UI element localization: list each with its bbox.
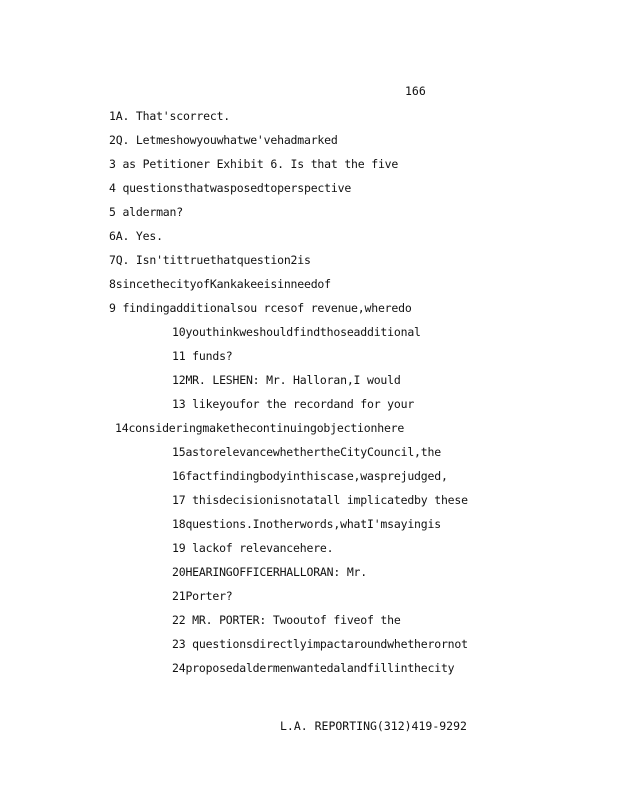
transcript-line-2: 2Q. Letmeshowyouwhatwe'vehadmarked xyxy=(109,133,338,147)
transcript-line-22: 22 MR. PORTER: Twooutof fiveof the xyxy=(172,613,401,627)
transcript-line-18: 18questions.Inotherwords,whatI'msayingis xyxy=(172,517,441,531)
page-number: 166 xyxy=(405,84,426,98)
transcript-line-8: 8sincethecityofKankakeeisinneedof xyxy=(109,277,331,291)
transcript-line-10: 10youthinkweshouldfindthoseadditional xyxy=(172,325,421,339)
transcript-line-13: 13 likeyoufor the recordand for your xyxy=(172,397,415,411)
transcript-line-1: 1A. That'scorrect. xyxy=(109,109,231,123)
transcript-line-12: 12MR. LESHEN: Mr. Halloran,I would xyxy=(172,373,401,387)
reporter-footer: L.A. REPORTING(312)419-9292 xyxy=(280,719,467,733)
transcript-line-21: 21Porter? xyxy=(172,589,233,603)
transcript-line-15: 15astorelevancewhethertheCityCouncil,the xyxy=(172,445,441,459)
transcript-line-6: 6A. Yes. xyxy=(109,229,163,243)
transcript-line-9: 9 findingadditionalsou rcesof revenue,wheredo xyxy=(109,301,412,315)
transcript-line-19: 19 lackof relevancehere. xyxy=(172,541,334,555)
transcript-line-23: 23 questionsdirectlyimpactaroundwhetherornot xyxy=(172,637,468,651)
transcript-line-5: 5 alderman? xyxy=(109,205,183,219)
transcript-line-14: 14consideringmakethecontinuingobjectionhere xyxy=(115,421,405,435)
transcript-line-4: 4 questionsthatwasposedtoperspective xyxy=(109,181,352,195)
transcript-line-20: 20HEARINGOFFICERHALLORAN: Mr. xyxy=(172,565,367,579)
transcript-line-3: 3 as Petitioner Exhibit 6. Is that the five xyxy=(109,157,399,171)
transcript-line-17: 17 thisdecisionisnotatall implicatedby these xyxy=(172,493,468,507)
transcript-line-24: 24proposedaldermenwantedalandfillinthecity xyxy=(172,661,455,675)
transcript-line-7: 7Q. Isn'tittruethatquestion2is xyxy=(109,253,311,267)
transcript-line-11: 11 funds? xyxy=(172,349,233,363)
transcript-line-16: 16factfindingbodyinthiscase,wasprejudged, xyxy=(172,469,448,483)
